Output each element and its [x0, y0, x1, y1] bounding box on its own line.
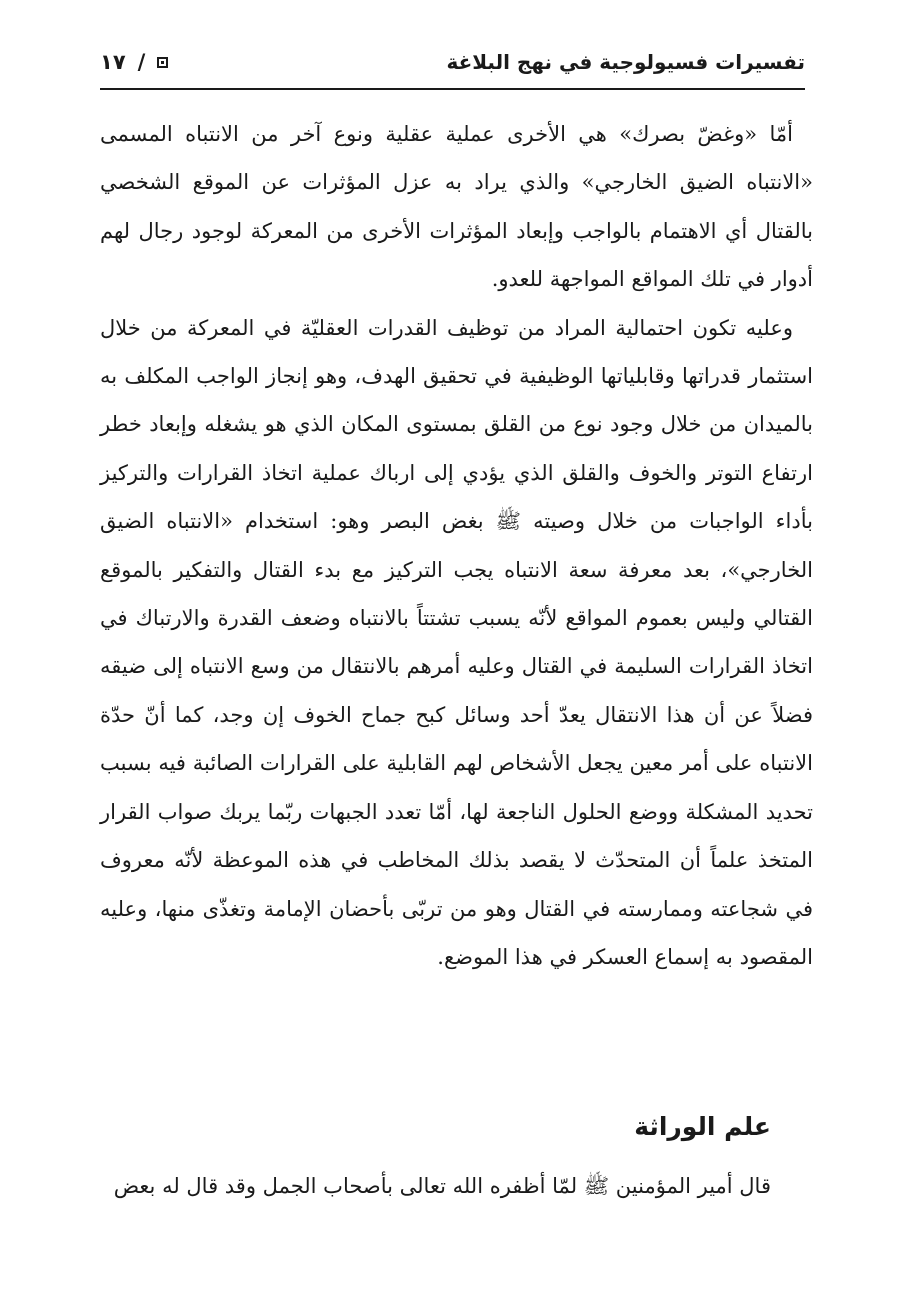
- header-divider: [100, 88, 805, 90]
- page-number-group: [100, 50, 168, 74]
- paragraph-2: وعليه تكون احتمالية المراد من توظيف القدرات العقليّة في المعركة من خلال استثمار قدراتها وقابلياتها الوظيفية في تحقيق الهدف، وهو إنجاز الواجب المكلف به بالميدان من خلال وجود نوع من القلق بمستوى المكان الذي هو يشغله وإبعاد خطر ارتفاع التوتر والخوف والقلق الذي يؤدي إلى ارباك عملية اتخاذ القرارات والتركيز بأداء الواجبات من خلال وصيته ﷺ بغض البصر وهو: استخدام «الانتباه الضيق الخارجي»، بعد معرفة سعة الانتباه يجب التركيز مع بدء القتال والتفكير بالموقع القتالي وليس بعموم المواقع لأنّه يسبب تشتتاً بالانتباه وضعف القدرة والارتباك في اتخاذ القرارات السليمة في القتال وعليه أمرهم بالانتقال من وسع الانتباه إلى ضيقه فضلاً عن أن هذا الانتقال يعدّ أحد وسائل كبح جماح الخوف إن وجد، كما أنّ حدّة الانتباه على أمر معين يجعل الأشخاص لهم القابلية على القرارات الصائبة فيه بسبب تحديد المشكلة ووضع الحلول الناجعة لها، أمّا تعدد الجبهات ربّما يربك صواب القرار المتخذ علماً أن المتحدّث لا يقصد بذلك المخاطب في هذه الموعظة لأنّه معروف في شجاعته وممارسته في القتال وهو من تربّى بأحضان الإمامة وتغذّى منها، وعليه المقصود به إسماع العسكر في هذا الموضع.: [100, 315, 813, 969]
- running-title: تفسيرات فسيولوجية في نهج البلاغة: [446, 50, 805, 74]
- paragraph-1: أمّا «وغضّ بصرك» هي الأخرى عملية عقلية ونوع آخر من الانتباه المسمى «الانتباه الضيق الخارجي» والذي يراد به عزل المؤثرات عن الموقع الشخصي بالقتال أي الاهتمام بالواجب وإبعاد المؤثرات الأخرى من المعركة لوجود رجال لهم أدوار في تلك المواقع المواجهة للعدو.: [100, 122, 813, 292]
- square-ornament-icon: [157, 57, 168, 68]
- section-paragraph: قال أمير المؤمنين ﷺ لمّا أظفره الله تعالى بأصحاب الجمل وقد قال له بعض: [113, 1174, 771, 1198]
- section-heading: علم الوراثة: [634, 1112, 771, 1141]
- page-separator: /: [137, 50, 146, 74]
- page-number: ١٧: [100, 50, 126, 74]
- body-text: [100, 110, 813, 981]
- running-header: [100, 44, 805, 80]
